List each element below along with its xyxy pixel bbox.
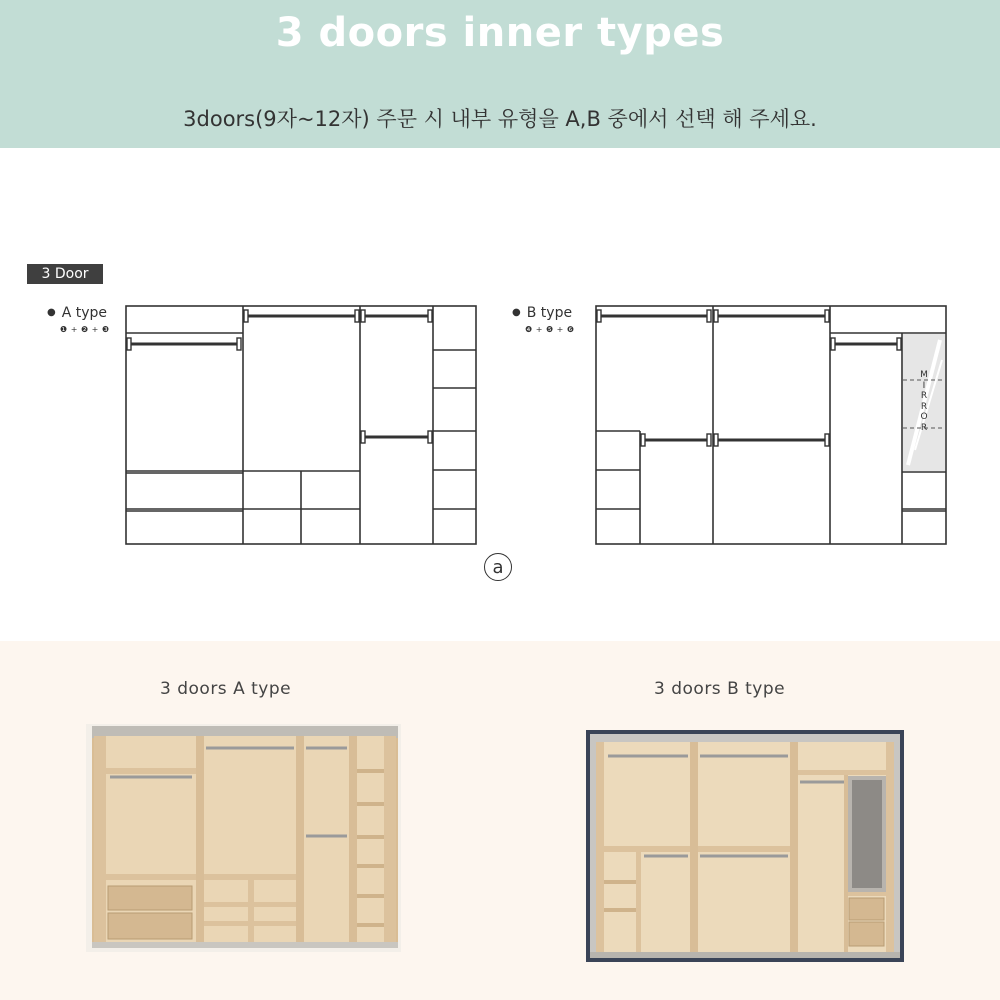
page-title: 3 doors inner types <box>275 10 725 56</box>
type-b-text: B type <box>526 305 573 321</box>
photo-b-title: 3 doors B type <box>654 679 786 699</box>
type-b-diagram <box>590 300 952 550</box>
photo-a-wardrobe <box>86 724 401 952</box>
photo-a-title: 3 doors A type <box>160 679 292 699</box>
marker-a: a <box>484 553 512 581</box>
type-a-text: A type <box>61 305 108 321</box>
type-b-label <box>512 305 572 321</box>
page-subtitle: 3doors(9자~12자) 주문 시 내부 유형을 A,B 중에서 선택 해 주세요. <box>183 107 817 131</box>
type-a-label <box>47 305 107 321</box>
header-banner <box>0 0 1000 148</box>
type-a-formula: ❶ + ❷ + ❸ <box>60 325 110 334</box>
section-label: 3 Door <box>27 264 103 284</box>
bullet-icon: ● <box>512 307 521 318</box>
type-a-diagram <box>120 300 482 550</box>
photo-b-wardrobe <box>586 730 904 962</box>
mirror-label: M I R R O R <box>920 370 928 433</box>
type-b-formula: ❹ + ❺ + ❻ <box>525 325 575 334</box>
bullet-icon: ● <box>47 307 56 318</box>
photo-section <box>0 641 1000 1000</box>
